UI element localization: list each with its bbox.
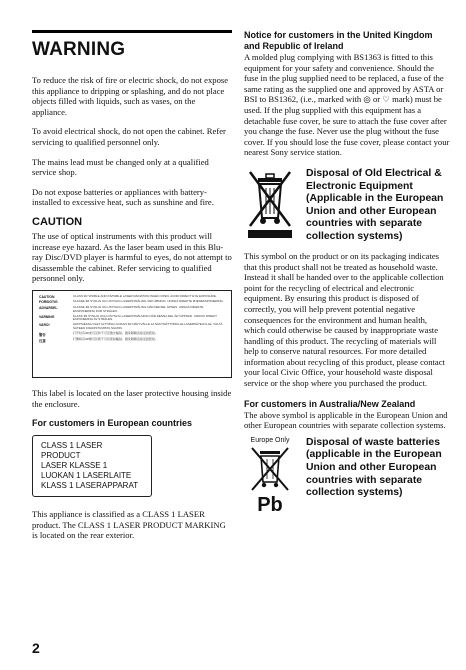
crossed-bin-small-icon xyxy=(244,446,296,492)
europe-only-label: Europe Only xyxy=(250,436,290,444)
label-row-key: CAUTION xyxy=(39,294,55,299)
warning-paragraph-2: To avoid electrical shock, do not open the cabinet. Refer servicing to qualified personnel only. xyxy=(32,126,226,147)
caution-paragraph: The use of optical instruments with this product will increase eye hazard. As the laser beam used in this Blu-ray Disc/DVD player is harmful to eyes, do not attempt to disassemble the cabinet. Refer servicing to qualified personnel only. xyxy=(32,230,232,284)
label-row-text: KLASSE 3R SYNLIG OG USYNLIG LASERSTRÅLING VED ÅBNING. UNDGÅ DIREKTE ØJENEKSPONERING. xyxy=(73,299,224,304)
label-row-key: VARO! xyxy=(39,323,50,328)
class1-line: LUOKAN 1 LASERLAITE xyxy=(41,471,132,481)
label-row-text: 打开时有3R类可见和不可见激光辐射。避免眼睛直接受到照射。 xyxy=(73,330,158,335)
page-number: 2 xyxy=(32,640,40,656)
crossed-bin-icon xyxy=(244,168,296,247)
pb-symbol: Pb xyxy=(257,493,283,516)
label-row xyxy=(39,338,225,343)
class1-laser-label xyxy=(32,435,152,497)
class1-line: KLASS 1 LASERAPPARAT xyxy=(41,481,139,491)
uk-notice-paragraph: A molded plug complying with BS1363 is fitted to this equipment for your safety and convenience. Should the fuse in the plug supplied need to be replaced, a fuse of the same rating as the supplied one and approved by ASTA or BSI to BS1362, (i.e., marked with ◎ or ♡ mark) must be used. If the plug supplied with this equipment has a detachable fuse cover, be sure to attach the fuse cover after you change the fuse. Never use the plug without the fuse cover. If you should lose the fuse cover, please contact your nearest Sony service station. xyxy=(244,52,450,158)
label-row xyxy=(39,315,225,322)
label-row xyxy=(39,306,225,313)
label-row-text: CLASS 3R VISIBLE AND INVISIBLE LASER RADIATION WHEN OPEN. AVOID DIRECT EYE EXPOSURE. xyxy=(73,293,217,298)
label-row-key: ADVARSEL xyxy=(39,305,58,310)
weee-disposal-paragraph: This symbol on the product or on its packaging indicates that this product shall not be treated as household waste. Instead it shall be handed over to the applicable collection point for the recycling of electrical and electronic equipment. By ensuring this product is disposed of correctly, you will help prevent potential negative consequences for the environment and human health, which could otherwise be caused by inappropriate waste handling of this product. The recycling of materials will help to conserve natural resources. For more detailed information about recycling of this product, please contact your local Civic Office, your household waste disposal service or the shop where you purchased the product. xyxy=(244,250,445,389)
label-row-key: FORSIGTIG xyxy=(39,300,58,305)
caution-title: CAUTION xyxy=(32,215,83,228)
warning-title: WARNING xyxy=(32,39,126,60)
label-row-key: VARNING xyxy=(39,314,55,319)
label-row xyxy=(39,323,225,330)
weee-disposal-title: Disposal of Old Electrical & Electronic Equipment (Applicable in the European Union and other European countries with separate collection systems) xyxy=(306,167,444,242)
label-row-text: KLASSE 3R SYNLIG OG USYNLIG LASERSTRÅLING NÅR DEKSEL ÅPNES. UNNGÅ DIREKTE EKSPONERING FOR STRÅLEN. xyxy=(73,304,204,313)
right-column xyxy=(244,30,450,519)
warning-rule xyxy=(32,30,232,33)
weee-disposal-block xyxy=(244,168,450,247)
label-row-text: AVATTAESSA OLET ALTTIINA LUOKAN 3R NÄKYVÄLLE JA NÄKYMÄTTÖMÄLLE LASERSÄTEILYLLE. VÄLTÄ SÄTEEN KOHDISTUMISTA SILMIIN. xyxy=(73,322,223,330)
class1-paragraph: This appliance is classified as a CLASS 1 LASER product. The CLASS 1 LASER PRODUCT MARKING is located on the rear exterior. xyxy=(32,509,226,541)
battery-disposal-block xyxy=(244,437,450,515)
warning-paragraph-1: To reduce the risk of fire or electric shock, do not expose this appliance to dripping or splashing, and do not place objects filled with liquids, such as vases, on the appliance. xyxy=(32,75,229,117)
eu-customers-heading: For customers in European countries xyxy=(32,418,193,429)
class1-line: CLASS 1 LASER PRODUCT xyxy=(41,441,103,461)
uk-notice-heading: Notice for customers in the United Kingdom and Republic of Ireland xyxy=(244,30,433,51)
label-row xyxy=(39,300,225,304)
battery-disposal-title: Disposal of waste batteries (applicable in the European Union and other European countries with separate collection systems) xyxy=(306,436,442,499)
left-column xyxy=(32,30,232,550)
laser-warning-label xyxy=(32,290,232,378)
label-row-text: 打開時有3R類可見與不可見雷射輻射。避免眼睛直接受到照射。 xyxy=(73,337,158,342)
label-row-key: 警告 xyxy=(39,332,46,337)
label-location-paragraph: This label is located on the laser protective housing inside the enclosure. xyxy=(32,387,232,409)
label-row-key: 注意 xyxy=(39,339,46,344)
au-nz-heading: For customers in Australia/New Zealand xyxy=(244,398,416,409)
label-row-text: KLASS 3R SYNLIG OCH OSYNLIG LASERSTRÅLNING NÄR DENNA DEL ÄR ÖPPNAD. UNDVIK DIREKT EXPONERING AV STRÅLEN. xyxy=(73,313,217,322)
au-nz-paragraph: The above symbol is applicable in the European Union and other European countries with separate collection systems. xyxy=(244,409,448,431)
warning-paragraph-3: The mains lead must be changed only at a qualified service shop. xyxy=(32,156,209,178)
battery-bin-icon xyxy=(244,437,296,515)
warning-paragraph-4: Do not expose batteries or appliances with battery-installed to excessive heat, such as sunshine and fire. xyxy=(32,186,214,208)
class1-line: LASER KLASSE 1 xyxy=(41,461,108,471)
